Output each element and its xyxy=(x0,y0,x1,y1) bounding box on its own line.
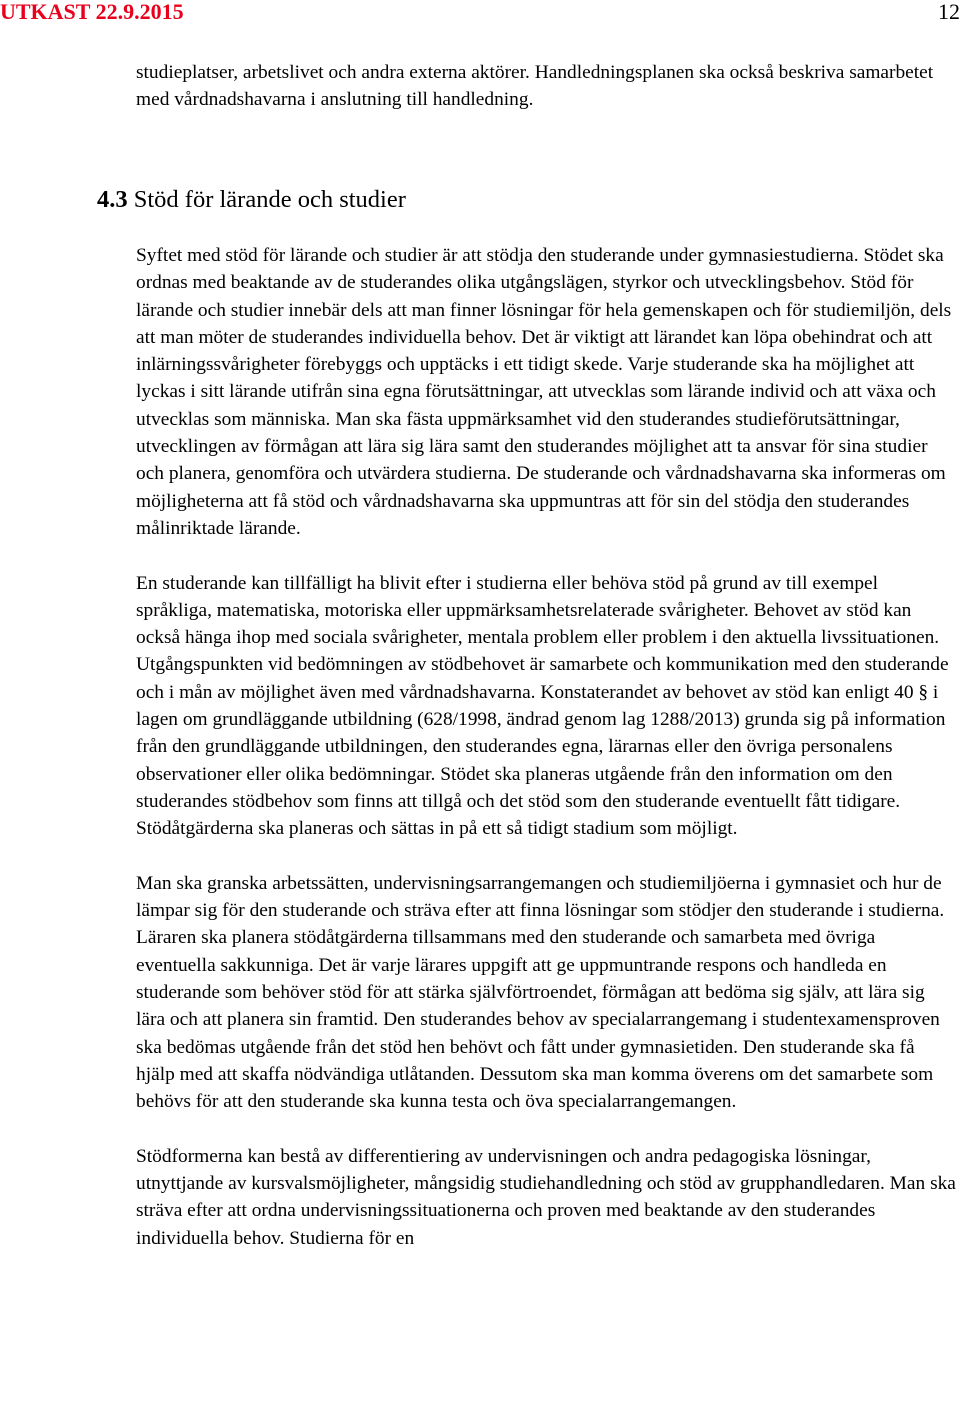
page-number: 12 xyxy=(938,0,960,24)
section-body xyxy=(136,242,958,1252)
section-heading xyxy=(97,184,406,216)
draft-watermark-label: UTKAST 22.9.2015 xyxy=(0,0,184,24)
body-paragraph: Syftet med stöd för lärande och studier är att stödja den studerande under gymnasiestudierna. Stödet ska ordnas med beaktande av de studerandes olika utgångslägen, styrkor och utvecklingsbehov. Stöd för lärande och studier innebär dels att man finner lösningar för hela gemenskapen och för studiemiljön, dels att man möter de studerandes individuella behov. Det är viktigt att lärandet kan löpa obehindrat och att inlärningssvårigheter förebyggs och upptäcks i ett tidigt skede. Varje studerande ska ha möjlighet att lyckas i sitt lärande utifrån sina egna förutsättningar, att utvecklas som lärande individ och att växa och utvecklas som människa. Man ska fästa uppmärksamhet vid den studerandes studieförutsättningar, utvecklingen av förmågan att lära sig lära samt den studerandes möjlighet att ta ansvar för sina studier och planera, genomföra och utvärdera studierna. De studerande och vårdnadshavarna ska informeras om möjligheterna att få stöd och vårdnadshavarna ska uppmuntras att för sin del stödja den studerandes målinriktade lärande. xyxy=(136,245,952,539)
intro-paragraph: studieplatser, arbetslivet och andra externa aktörer. Handledningsplanen ska också beskriva samarbetet med vårdnadshavarna i anslutning till handledning. xyxy=(136,62,934,111)
section-title: Stöd för lärande och studier xyxy=(133,186,406,213)
body-paragraph: Stödformerna kan bestå av differentiering av undervisningen och andra pedagogiska lösningar, utnyttjande av kursvalsmöjligheter, mångsidig studiehandledning och stöd av grupphandledaren. Man ska sträva efter att ordna undervisningssituationerna och proven med beaktande av den studerandes individuella behov. Studierna för en xyxy=(136,1145,956,1249)
section-number: 4.3 xyxy=(97,186,128,213)
body-paragraph: Man ska granska arbetssätten, undervisningsarrangemangen och studiemiljöerna i gymnasiet och hur de lämpar sig för den studerande och sträva efter att finna lösningar som stödjer den studerande i studierna. Läraren ska planera stödåtgärderna tillsammans med den studerande och samarbeta med övriga eventuella sakkunniga. Det är varje lärares uppgift att ge uppmuntrande respons och handleda en studerande som behöver stöd för att stärka självförtroendet, förmågan att bedöma sig själv, att lära sig lära och att planera sin framtid. Den studerandes behov av specialarrangemang i studentexamensproven ska bedömas utgående från det stöd hen behövt och fått under gymnasietiden. Den studerande ska få hjälp med att skaffa nödvändiga utlåtanden. Dessutom ska man komma överens om det samarbete som behövs för att den studerande ska kunna testa och öva specialarrangemangen. xyxy=(136,872,945,1113)
intro-block xyxy=(136,59,958,114)
body-paragraph: En studerande kan tillfälligt ha blivit efter i studierna eller behöva stöd på grund av till exempel språkliga, matematiska, motoriska eller uppmärksamhetsrelaterade svårigheter. Behovet av stöd kan också hänga ihop med sociala svårigheter, mentala problem eller problem i den aktuella livssituationen. Utgångspunkten vid bedömningen av stödbehovet är samarbete och kommunikation med den studerande och i mån av möjlighet även med vårdnadshavarna. Konstaterandet av behovet av stöd kan enligt 40 § i lagen om grundläggande utbildning (628/1998, ändrad genom lag 1288/2013) grunda sig på information från den grundläggande utbildningen, den studerandes egna, lärarnas eller den övriga personalens observationer eller olika bedömningar. Stödet ska planeras utgående från den information om den studerandes stödbehov som finns att tillgå och det stöd som den studerande eventuellt fått tidigare. Stödåtgärderna ska planeras och sättas in på ett så tidigt stadium som möjligt. xyxy=(136,572,949,840)
